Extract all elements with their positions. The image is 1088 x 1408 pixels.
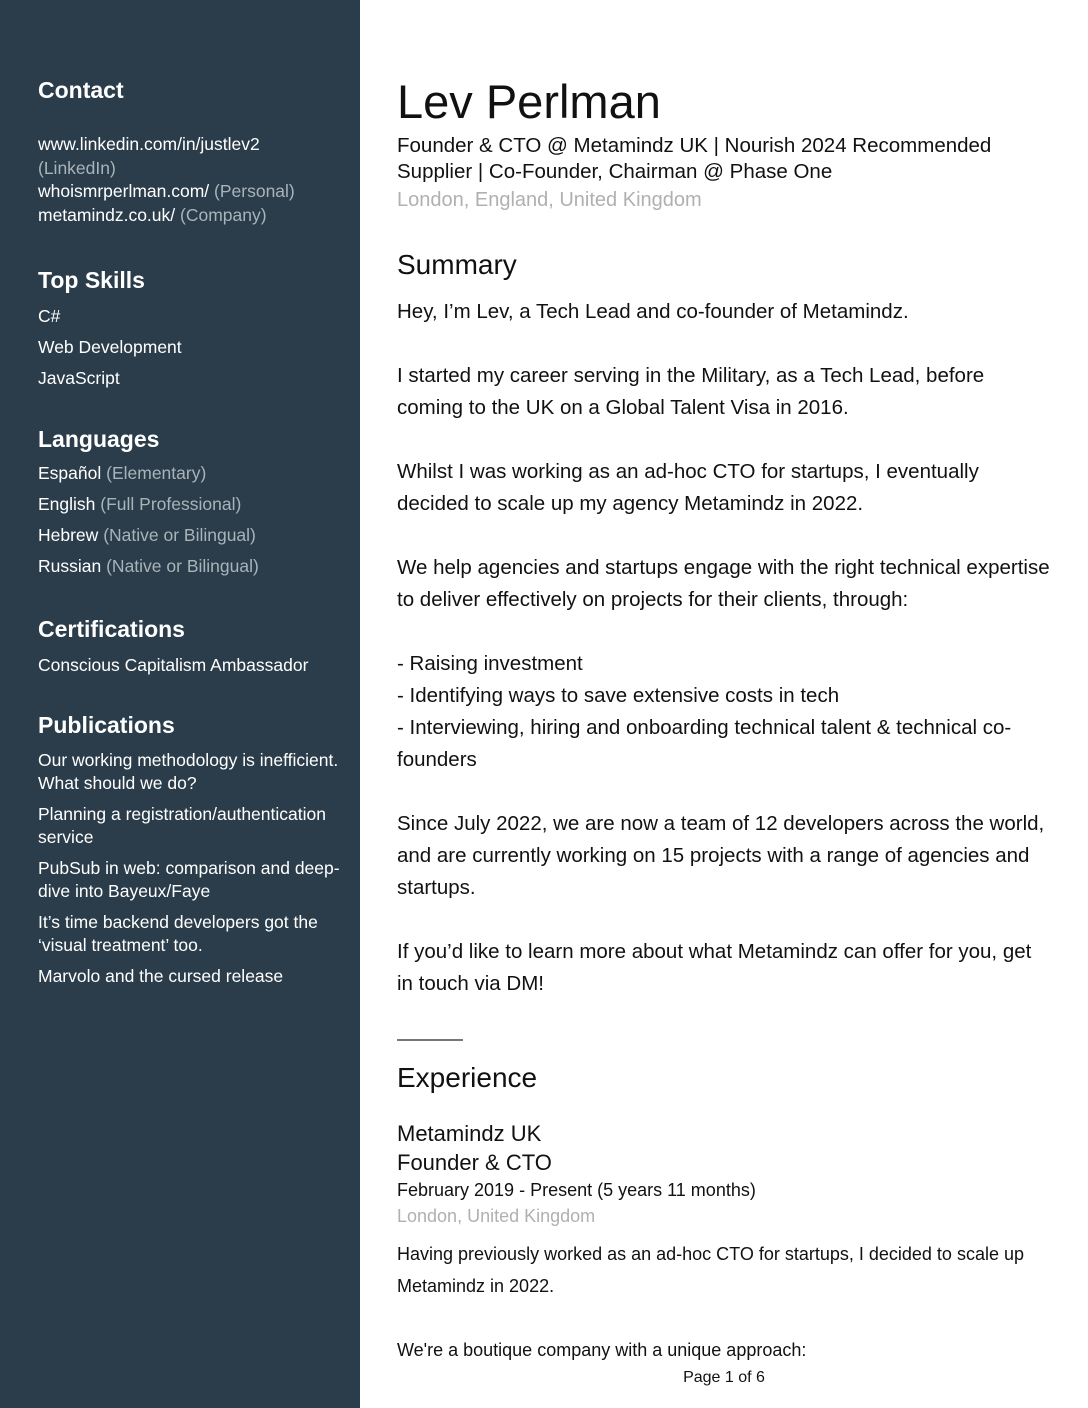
publication-item[interactable]: It’s time backend developers got the ‘visual treatment’ too. [38,912,318,955]
contact-company[interactable] [38,204,350,228]
experience-paragraph: We're a boutique company with a unique approach: [397,1340,807,1360]
language-level: (Native or Bilingual) [103,525,256,545]
summary-heading: Summary [397,249,517,280]
contact-linkedin[interactable] [38,133,350,180]
summary-paragraph: We help agencies and startups engage with the right technical expertise to deliver effectively on projects for their clients, through: [397,556,1050,611]
language-level: (Native or Bilingual) [106,556,259,576]
language-item [38,525,350,545]
page-number: Page 1 of 6 [683,1369,765,1386]
language-item [38,556,350,576]
languages-heading: Languages [38,426,160,452]
company-url[interactable]: metamindz.co.uk/ [38,204,176,225]
experience-description [397,1238,1057,1366]
language-level: (Elementary) [106,463,207,483]
experience-company: Metamindz UK [397,1121,542,1146]
skills-section [38,266,350,399]
experience-dates: February 2019 - Present (5 years 11 months) [397,1180,756,1200]
language-name: English [38,494,96,514]
summary-paragraph: Hey, I’m Lev, a Tech Lead and co-founder of Metamindz. [397,300,909,323]
summary-bullet: - Interviewing, hiring and onboarding technical talent & technical co-founders [397,716,1012,771]
sidebar [0,0,360,1408]
certification-item: Conscious Capitalism Ambassador [38,655,309,675]
linkedin-label: (LinkedIn) [38,157,116,178]
publications-section [38,711,350,996]
experience-role: Founder & CTO [397,1150,552,1175]
linkedin-url[interactable]: www.linkedin.com/in/justlev2 [38,134,260,154]
publication-item[interactable]: Marvolo and the cursed release [38,966,284,986]
experience-heading: Experience [397,1062,538,1093]
contact-section [38,76,350,227]
contact-heading: Contact [38,77,124,103]
certifications-section [38,615,350,686]
profile-headline: Founder & CTO @ Metamindz UK | Nourish 2024 Recommended Supplier | Co-Founder, Chairman @ Phase One [397,134,992,183]
personal-url[interactable]: whoismrperlman.com/ [38,181,210,201]
skill-item: JavaScript [38,368,120,388]
summary-paragraph: If you’d like to learn more about what Metamindz can offer for you, get in touch via DM! [397,940,1032,995]
company-label: (Company) [180,204,267,225]
personal-label: (Personal) [214,181,295,201]
summary-bullet: - Identifying ways to save extensive costs in tech [397,684,840,707]
summary-body [397,296,1052,1000]
language-item [38,463,350,483]
experience-location: London, United Kingdom [397,1206,596,1226]
skills-heading: Top Skills [38,267,145,293]
skill-item: Web Development [38,337,182,357]
skill-item: C# [38,306,61,326]
summary-paragraph: Whilst I was working as an ad-hoc CTO for startups, I eventually decided to scale up my agency Metamindz in 2022. [397,460,979,515]
publications-heading: Publications [38,712,175,738]
languages-section [38,425,350,587]
language-item [38,494,350,514]
experience-paragraph: Having previously worked as an ad-hoc CTO for startups, I decided to scale up Metamindz in 2022. [397,1244,1024,1296]
certifications-heading: Certifications [38,616,185,642]
language-name: Español [38,463,102,483]
language-name: Russian [38,556,102,576]
summary-paragraph: I started my career serving in the Military, as a Tech Lead, before coming to the UK on a Global Talent Visa in 2016. [397,364,985,419]
profile-location: London, England, United Kingdom [397,189,702,211]
summary-paragraph: Since July 2022, we are now a team of 12 developers across the world, and are currently working on 15 projects with a range of agencies and startups. [397,812,1045,899]
contact-personal[interactable] [38,180,350,204]
publication-item[interactable]: Planning a registration/authentication service [38,804,326,847]
profile-name: Lev Perlman [397,75,661,128]
section-divider [397,1039,463,1041]
language-level: (Full Professional) [100,494,242,514]
publication-item[interactable]: PubSub in web: comparison and deep-dive into Bayeux/Faye [38,858,340,901]
page-footer [0,1367,1088,1389]
summary-bullet: - Raising investment [397,652,583,675]
language-name: Hebrew [38,525,99,545]
publication-item[interactable]: Our working methodology is inefficient. What should we do? [38,750,339,793]
